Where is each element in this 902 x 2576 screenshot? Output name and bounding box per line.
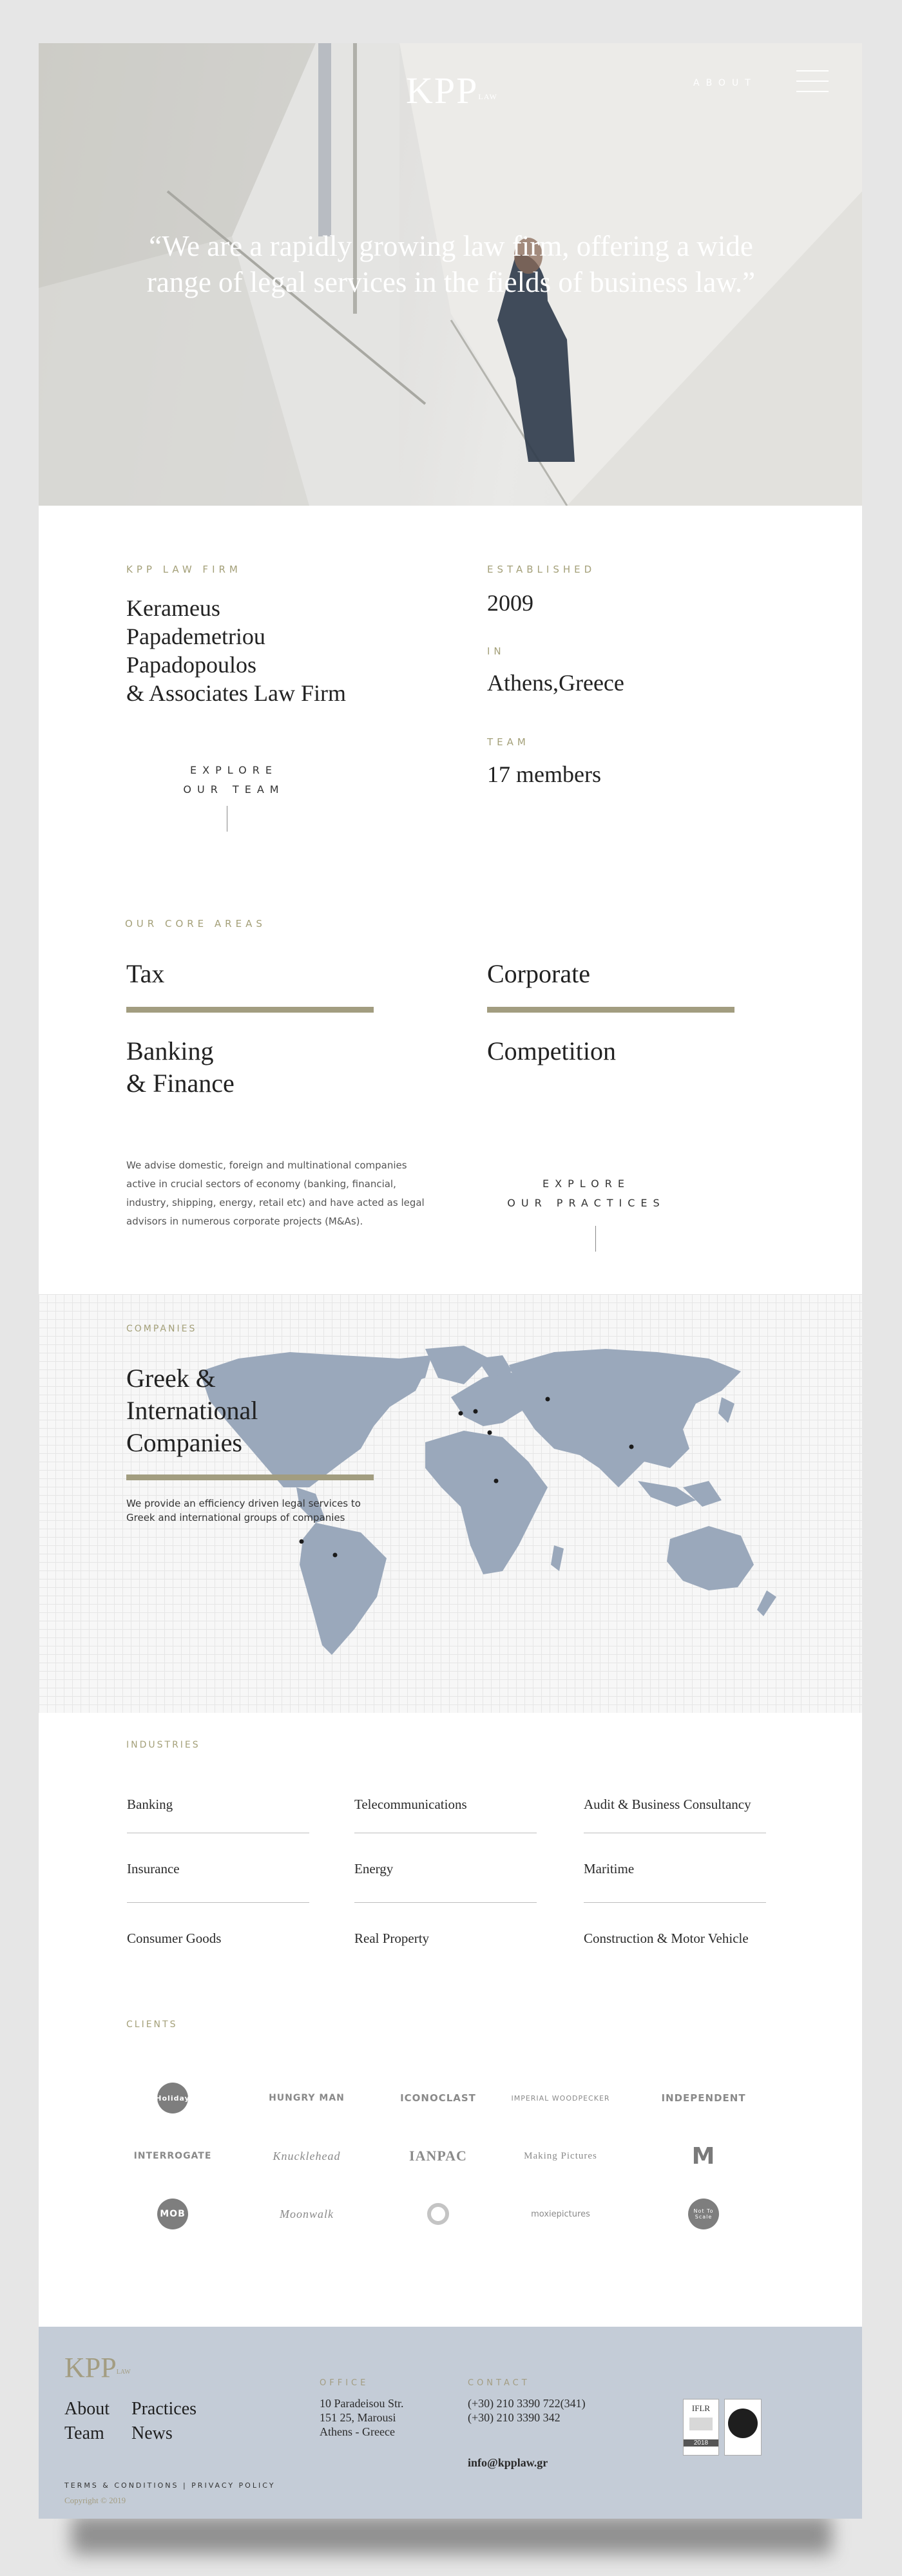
- companies-title: [126, 1362, 258, 1459]
- client-logo-moonwalk: Moonwalk: [280, 2207, 334, 2220]
- hero-section: [39, 43, 862, 506]
- explore-team-line2: OUR TEAM: [183, 783, 285, 796]
- companies-title-line: International: [126, 1396, 258, 1425]
- firm-name-line: & Associates Law Firm: [126, 680, 346, 706]
- hero-logo[interactable]: KPPLAW: [406, 70, 497, 111]
- client-holiday-badge: Holiday: [157, 2083, 188, 2113]
- iflr-badge-title: IFLR: [691, 2403, 711, 2413]
- companies-title-line: Greek &: [126, 1364, 216, 1393]
- established-label: ESTABLISHED: [487, 564, 596, 575]
- area-tax[interactable]: Tax: [126, 959, 165, 988]
- industry-audit-consultancy[interactable]: Audit & Business Consultancy: [584, 1797, 751, 1812]
- explore-team-line1: EXPLORE: [190, 764, 278, 776]
- footer-copyright: Copyright © 2019: [64, 2495, 126, 2505]
- industry-maritime[interactable]: Maritime: [584, 1861, 635, 1876]
- contact-phone-2[interactable]: (+30) 210 3390 342: [468, 2411, 561, 2424]
- hero-quote: “We are a rapidly growing law firm, offering a wide range of legal services in the fields of business law.”: [146, 230, 756, 298]
- client-logo-moxiepictures: moxiepictures: [531, 2209, 590, 2219]
- industry-construction-motor[interactable]: Construction & Motor Vehicle: [584, 1931, 749, 1946]
- not-to-scale-badge: Not To Scale: [688, 2199, 719, 2229]
- area-banking-finance[interactable]: [126, 1035, 235, 1100]
- hamburger-menu-icon[interactable]: [796, 70, 829, 95]
- client-logo-making-pictures: Making Pictures: [524, 2150, 597, 2161]
- industry-consumer-goods[interactable]: Consumer Goods: [127, 1931, 222, 1946]
- team-label: TEAM: [487, 736, 530, 748]
- footer-nav-news[interactable]: News: [131, 2423, 173, 2443]
- explore-practices-divider: [595, 1226, 596, 1252]
- client-logo-mob: [108, 2195, 237, 2233]
- industry-telecommunications[interactable]: Telecommunications: [354, 1797, 467, 1812]
- office-line: 151 25, Marousi: [320, 2411, 396, 2424]
- office-address: [320, 2396, 404, 2439]
- footer-nav-team[interactable]: Team: [64, 2423, 104, 2443]
- industry-real-property[interactable]: Real Property: [354, 1931, 430, 1946]
- companies-description: We provide an efficiency driven legal services to Greek and international groups of companies: [126, 1498, 361, 1523]
- client-logo-imperial-woodpecker: IMPERIAL WOODPECKER: [511, 2094, 610, 2103]
- client-logo-holiday: [108, 2079, 237, 2117]
- footer-nav-about[interactable]: About: [64, 2399, 110, 2419]
- industry-banking[interactable]: Banking: [127, 1797, 173, 1812]
- explore-practices-line2: OUR PRACTICES: [507, 1197, 666, 1209]
- client-logo-m-star: M: [691, 2142, 716, 2170]
- client-logo-knucklehead: Knucklehead: [273, 2149, 341, 2162]
- explore-practices-line1: EXPLORE: [542, 1178, 630, 1190]
- footer: [39, 2327, 862, 2519]
- contact-phone-1[interactable]: (+30) 210 3390 722(341): [468, 2397, 586, 2410]
- office-label: OFFICE: [320, 2378, 369, 2388]
- contact-email[interactable]: info@kpplaw.gr: [468, 2456, 548, 2469]
- firm-name: [126, 594, 346, 707]
- client-logo-independent: INDEPENDENT: [661, 2092, 746, 2104]
- industry-divider: [584, 1902, 766, 1903]
- area-tax-underline: [126, 1007, 374, 1013]
- companies-eyebrow: COMPANIES: [126, 1324, 197, 1334]
- office-line: 10 Paradeisou Str.: [320, 2397, 404, 2410]
- client-mob-badge: MOB: [157, 2199, 188, 2229]
- ring-logo-icon: [425, 2201, 451, 2227]
- location-value: Athens,Greece: [487, 670, 624, 696]
- firm-eyebrow: KPP LAW FIRM: [126, 564, 242, 575]
- location-label: IN: [487, 645, 505, 657]
- client-logo-ianpac: IANPAC: [409, 2148, 467, 2164]
- iflr-badge-year: 2018: [684, 2439, 718, 2447]
- contact-label: CONTACT: [468, 2378, 530, 2388]
- explore-practices-link[interactable]: [490, 1174, 683, 1213]
- clients-eyebrow: CLIENTS: [126, 2019, 178, 2030]
- footer-legal-links[interactable]: TERMS & CONDITIONS | PRIVACY POLICY: [64, 2481, 276, 2490]
- industries-eyebrow: INDUSTRIES: [126, 1740, 200, 1750]
- client-logo-hungry-man: HUNGRY MAN: [269, 2093, 345, 2103]
- area-banking-line2: & Finance: [126, 1069, 235, 1098]
- client-logo-iconoclast: ICONOCLAST: [400, 2092, 476, 2104]
- companies-title-line: Companies: [126, 1428, 242, 1457]
- area-competition[interactable]: Competition: [487, 1036, 616, 1065]
- page: [39, 43, 862, 2519]
- team-value: 17 members: [487, 761, 601, 787]
- industry-divider: [127, 1902, 309, 1903]
- nav-about-link[interactable]: ABOUT: [693, 78, 757, 88]
- page-shadow: [72, 2515, 832, 2554]
- industry-divider: [354, 1902, 537, 1903]
- footer-logo-sub: LAW: [116, 2369, 131, 2376]
- legal500-award-badge: [724, 2399, 762, 2456]
- client-logo-not-to-scale: [639, 2195, 768, 2233]
- client-logo-ring: [374, 2195, 503, 2233]
- core-areas-eyebrow: OUR CORE AREAS: [125, 918, 266, 930]
- logo-sub: LAW: [478, 92, 497, 101]
- client-logo-interrogate: INTERROGATE: [133, 2151, 212, 2161]
- iflr-award-badge: [683, 2399, 719, 2456]
- office-line: Athens - Greece: [320, 2425, 395, 2438]
- firm-name-line: Kerameus: [126, 595, 220, 621]
- area-corporate-underline: [487, 1007, 734, 1013]
- area-banking-line1: Banking: [126, 1036, 214, 1065]
- firm-name-line: Papadopoulos: [126, 652, 256, 678]
- footer-logo[interactable]: KPPLAW: [64, 2352, 131, 2383]
- firm-name-line: Papademetriou: [126, 624, 265, 649]
- footer-nav-practices[interactable]: Practices: [131, 2399, 197, 2419]
- established-value: 2009: [487, 590, 533, 616]
- core-areas-description: We advise domestic, foreign and multinational companies active in crucial sectors of economy (banking, financial, industry, shipping, energy, retail etc) and have acted as legal advisors in numerous corporate projects (M&As).: [126, 1159, 425, 1227]
- area-corporate[interactable]: Corporate: [487, 959, 590, 988]
- industry-insurance[interactable]: Insurance: [127, 1861, 180, 1876]
- companies-underline: [126, 1474, 374, 1480]
- industry-energy[interactable]: Energy: [354, 1861, 394, 1876]
- explore-team-link[interactable]: [157, 761, 311, 799]
